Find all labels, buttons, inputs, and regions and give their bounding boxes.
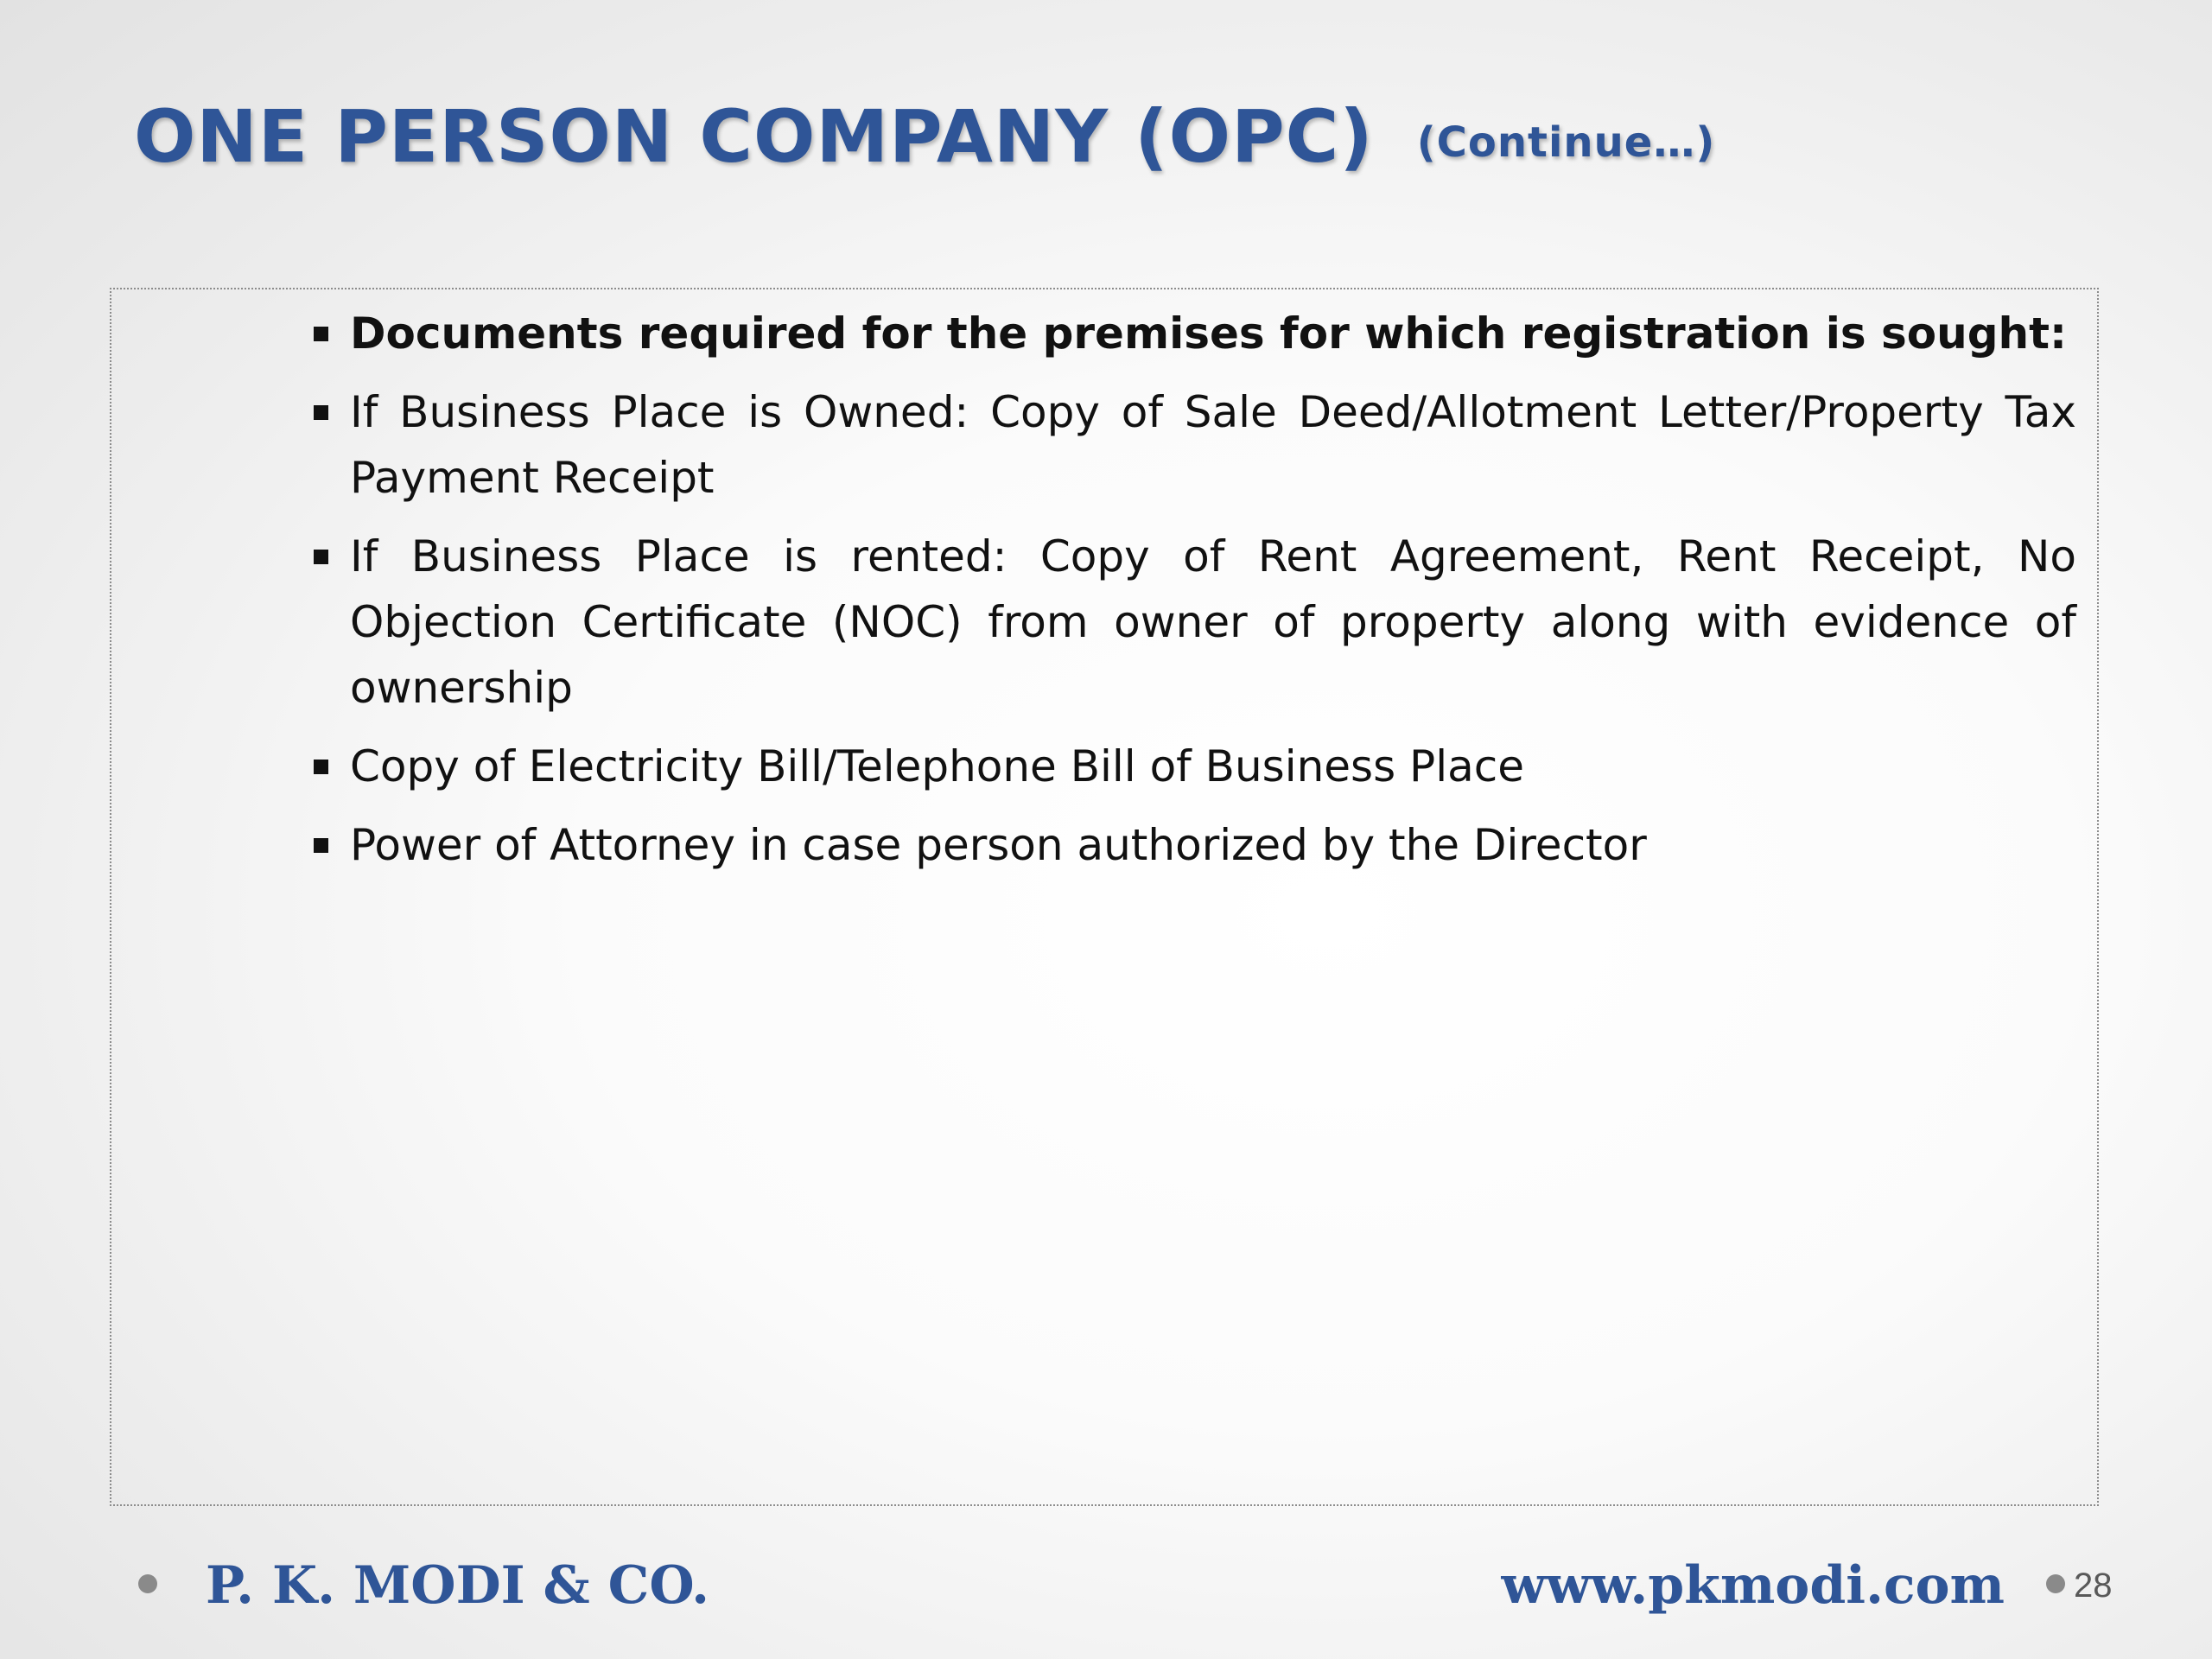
footer-right-dot-icon [2046, 1574, 2065, 1593]
bullet-text: Copy of Electricity Bill/Telephone Bill of Business Place [350, 741, 1524, 791]
bullet-text: If Business Place is Owned: Copy of Sale Deed/Allotment Letter/Property Tax Payment Receipt [350, 387, 2076, 503]
square-bullet-icon [314, 405, 328, 420]
square-bullet-icon [314, 327, 328, 341]
slide-title-main: ONE PERSON COMPANY (OPC) [134, 94, 1374, 179]
square-bullet-icon [314, 838, 328, 853]
square-bullet-icon [314, 550, 328, 564]
bullet-item-utility-bill [350, 734, 2076, 799]
bullet-text: Power of Attorney in case person authorized by the Director [350, 820, 1647, 870]
slide-title [134, 93, 1715, 180]
slide-title-suffix: (Continue…) [1416, 118, 1716, 167]
bullet-text: If Business Place is rented: Copy of Rent Agreement, Rent Receipt, No Objection Certificate (NOC) from owner of property along with evidence of ownership [350, 531, 2076, 713]
square-bullet-icon [314, 760, 328, 774]
bullet-text: Documents required for the premises for which registration is sought: [350, 308, 2068, 359]
bullet-item-heading [350, 301, 2076, 366]
page-number: 28 [2074, 1567, 2113, 1605]
footer-left-dot-icon [138, 1574, 157, 1593]
footer-firm-name: P. K. MODI & CO. [206, 1555, 710, 1616]
bullet-item-power-of-attorney [350, 812, 2076, 878]
bullet-list [350, 301, 2076, 891]
bullet-item-owned [350, 379, 2076, 511]
bullet-item-rented [350, 524, 2076, 721]
footer-website: www.pkmodi.com [1501, 1555, 2005, 1616]
